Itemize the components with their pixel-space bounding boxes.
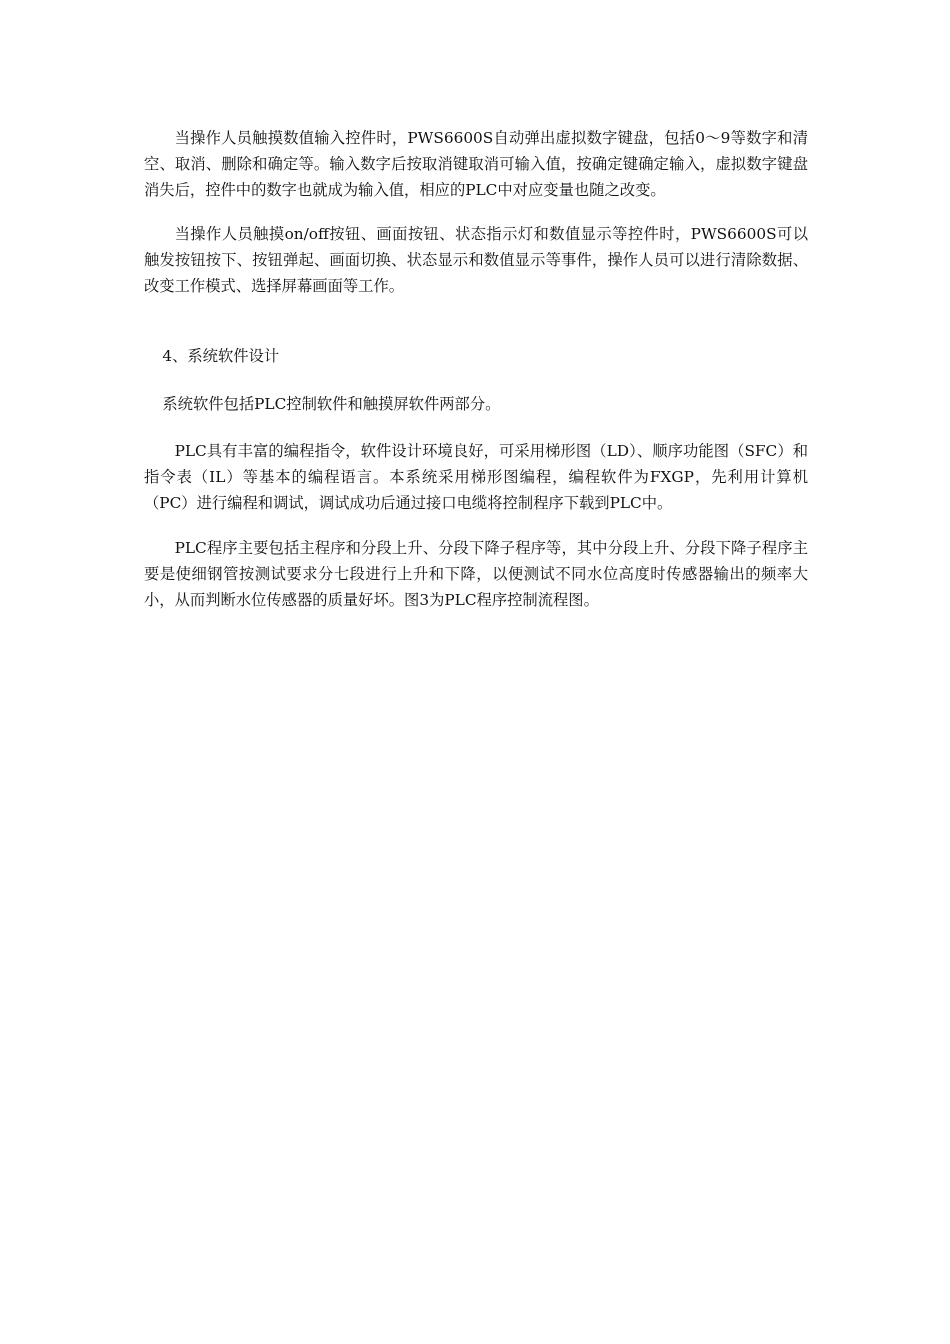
paragraph-touch-controls: 当操作人员触摸on/off按钮、画面按钮、状态指示灯和数值显示等控件时，PWS6600S可以触发按钮按下、按钮弹起、画面切换、状态显示和数值显示等事件，操作人员可以进行清除数据、改变工作模式、选择屏幕画面等工作。 — [144, 225, 808, 295]
paragraph-software-overview: 系统软件包括PLC控制软件和触摸屏软件两部分。 — [162, 395, 501, 413]
section-heading: 4、系统软件设计 — [162, 347, 280, 365]
paragraph-plc-program-structure: PLC程序主要包括主程序和分段上升、分段下降子程序等，其中分段上升、分段下降子程序主要是使细钢管按测试要求分七段进行上升和下降，以便测试不同水位高度时传感器输出的频率大小，从而判断水位传感器的质量好坏。图3为PLC程序控制流程图。 — [144, 539, 808, 609]
paragraph-plc-programming: PLC具有丰富的编程指令，软件设计环境良好，可采用梯形图（LD）、顺序功能图（SFC）和指令表（IL）等基本的编程语言。本系统采用梯形图编程，编程软件为FXGP，先利用计算机（PC）进行编程和调试，调试成功后通过接口电缆将控制程序下载到PLC中。 — [144, 442, 808, 512]
paragraph-numeric-input: 当操作人员触摸数值输入控件时，PWS6600S自动弹出虚拟数字键盘，包括0～9等数字和清空、取消、删除和确定等。输入数字后按取消键取消可输入值，按确定键确定输入，虚拟数字键盘消失后，控件中的数字也就成为输入值，相应的PLC中对应变量也随之改变。 — [144, 129, 808, 199]
